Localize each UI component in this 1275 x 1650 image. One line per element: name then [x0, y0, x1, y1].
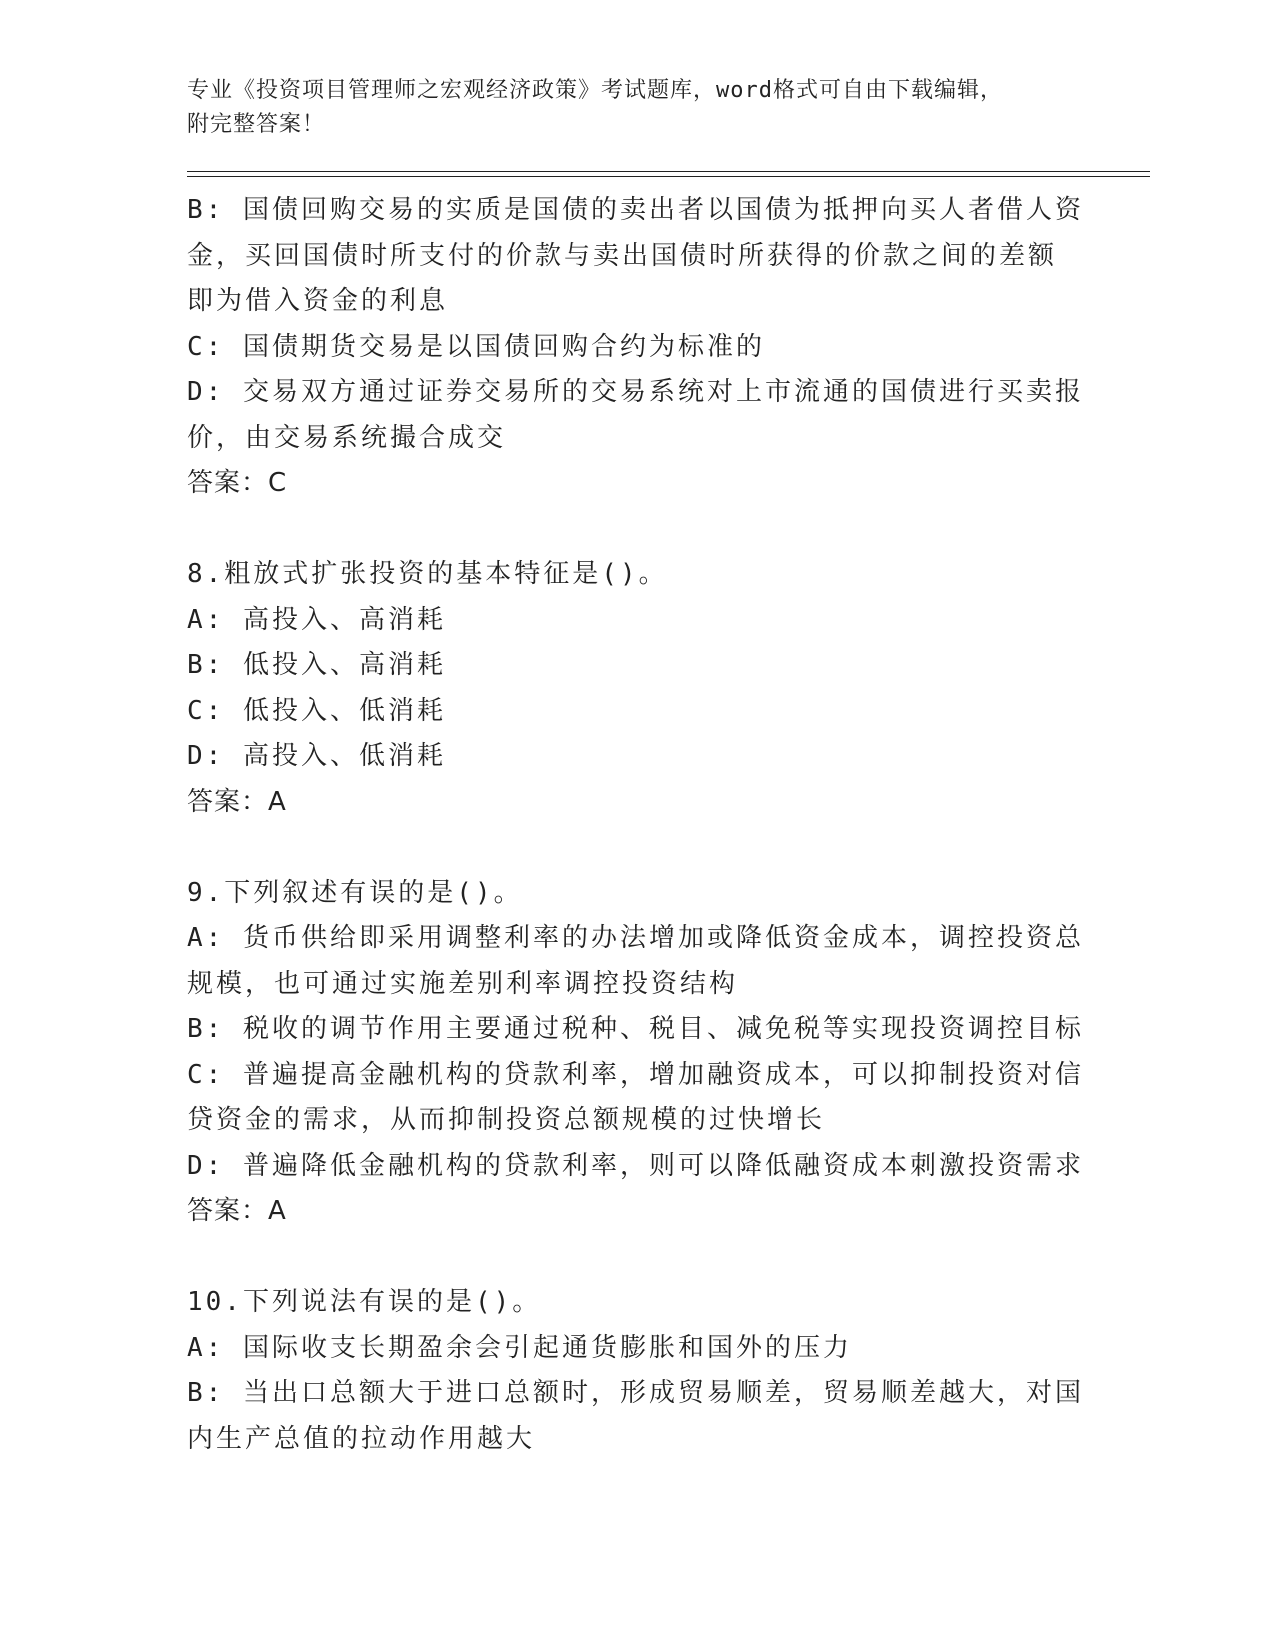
document-header	[187, 74, 1087, 142]
option-b-line-1: B: 当出口总额大于进口总额时，形成贸易顺差，贸易顺差越大，对国	[187, 1378, 1084, 1408]
spacer	[187, 825, 1077, 871]
answer-label: 答案：C	[187, 468, 288, 498]
header-divider-top	[187, 171, 1150, 172]
header-line-1: 专业《投资项目管理师之宏观经济政策》考试题库，word格式可自由下载编辑，	[187, 78, 1003, 103]
option-b-line-3: 即为借入资金的利息	[187, 286, 449, 316]
option-d-line-2: 价，由交易系统撮合成交	[187, 422, 507, 453]
question-10	[187, 1280, 1084, 1462]
header-divider-bottom	[187, 176, 1150, 177]
answer-label: 答案：A	[187, 786, 287, 817]
option-c: C: 国债期货交易是以国债回购合约为标准的	[187, 331, 765, 362]
question-9	[187, 871, 1084, 1235]
option-a: A: 国际收支长期盈余会引起通货膨胀和国外的压力	[187, 1332, 852, 1363]
option-d-line-1: D: 交易双方通过证券交易所的交易系统对上市流通的国债进行买卖报	[187, 377, 1084, 407]
question-text: 10.下列说法有误的是()。	[187, 1287, 542, 1317]
option-b-line-2: 金，买回国债时所支付的价款与卖出国债时所获得的价款之间的差额	[187, 240, 1058, 271]
question-text: 9.下列叙述有误的是()。	[187, 877, 523, 908]
option-a: A: 高投入、高消耗	[187, 604, 446, 635]
option-c-line-2: 贷资金的需求，从而抑制投资总额规模的过快增长	[187, 1105, 826, 1135]
option-b: B: 低投入、高消耗	[187, 650, 446, 680]
option-d: D: 普遍降低金融机构的贷款利率，则可以降低融资成本刺激投资需求	[187, 1150, 1084, 1181]
option-b-line-2: 内生产总值的拉动作用越大	[187, 1423, 536, 1454]
answer-label: 答案：A	[187, 1196, 287, 1226]
option-a-line-1: A: 货币供给即采用调整利率的办法增加或降低资金成本，调控投资总	[187, 923, 1084, 953]
option-b: B: 税收的调节作用主要通过税种、税目、减免税等实现投资调控目标	[187, 1014, 1084, 1044]
option-c-line-1: C: 普遍提高金融机构的贷款利率，增加融资成本，可以抑制投资对信	[187, 1059, 1084, 1090]
option-b-line-1: B: 国债回购交易的实质是国债的卖出者以国债为抵押向买人者借人资	[187, 195, 1084, 225]
question-8	[187, 552, 1077, 825]
document-body	[187, 188, 1084, 1462]
question-7-continuation	[187, 188, 1084, 507]
question-text: 8.粗放式扩张投资的基本特征是()。	[187, 559, 668, 589]
spacer	[187, 1235, 1077, 1281]
header-line-2: 附完整答案！	[187, 112, 326, 137]
option-d: D: 高投入、低消耗	[187, 741, 446, 771]
option-c: C: 低投入、低消耗	[187, 695, 446, 726]
option-a-line-2: 规模，也可通过实施差别利率调控投资结构	[187, 968, 739, 999]
spacer	[187, 507, 1077, 553]
